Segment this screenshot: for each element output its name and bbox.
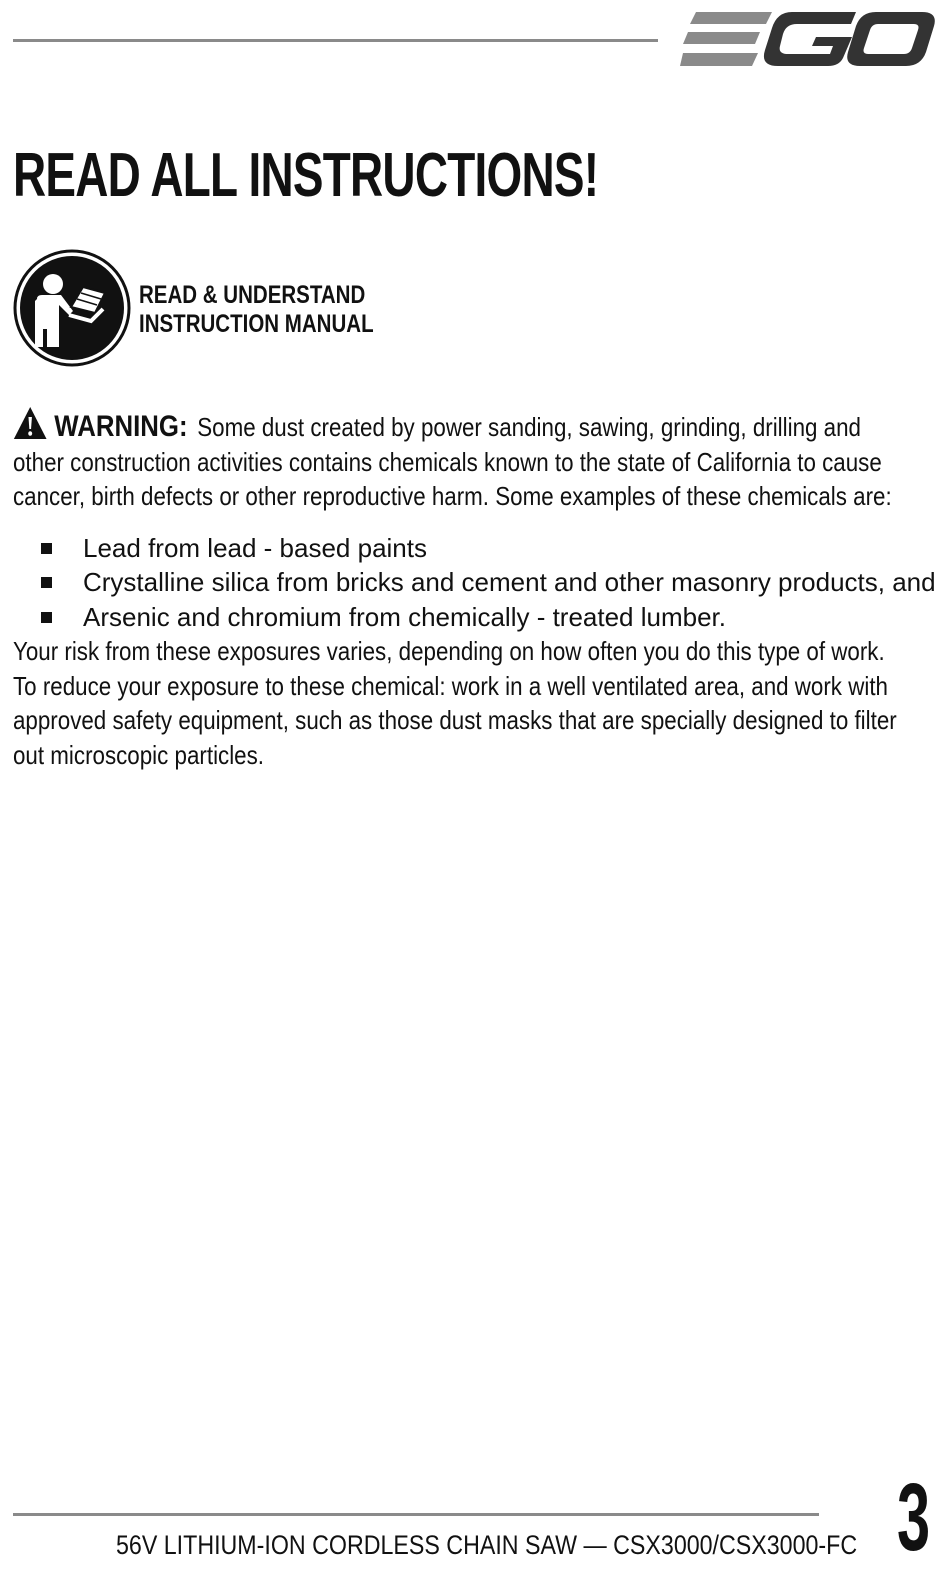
page-title: READ ALL INSTRUCTIONS! (13, 141, 599, 210)
manual-label-line1: READ & UNDERSTAND (139, 281, 366, 309)
warning-intro-paragraph (13, 406, 913, 514)
warning-triangle-icon (13, 406, 47, 440)
manual-label-line2: INSTRUCTION MANUAL (139, 310, 374, 338)
read-manual-icon (13, 249, 131, 367)
page-number: 3 (897, 1464, 931, 1571)
list-item: Lead from lead - based paints (13, 531, 913, 566)
chemical-list (13, 531, 936, 635)
warning-label: WARNING: (54, 410, 188, 443)
footer-product-name: 56V LITHIUM-ION CORDLESS CHAIN SAW — CSX3000/CSX3000-FC (116, 1530, 858, 1560)
warning-section (13, 406, 936, 772)
footer-rule (13, 1513, 819, 1516)
list-item: Arsenic and chromium from chemically - treated lumber. (13, 600, 913, 635)
warning-intro-text: Some dust created by power sanding, sawing, grinding, drilling and other construction activities contains chemicals known to the state of California to cause cancer, birth defects or other reproductive harm. Some examples of these chemicals are: (13, 412, 892, 511)
manual-label (139, 281, 374, 339)
warning-closing-paragraph: Your risk from these exposures varies, depending on how often you do this type of work. To reduce your exposure to these chemical: work in a well ventilated area, and work with approved safety equipment, such as those dust masks that are specially designed to filter out microscopic particles. (13, 636, 897, 770)
list-item: Crystalline silica from bricks and cement and other masonry products, and (13, 565, 913, 600)
ego-logo (680, 10, 936, 68)
header-rule (13, 39, 658, 42)
